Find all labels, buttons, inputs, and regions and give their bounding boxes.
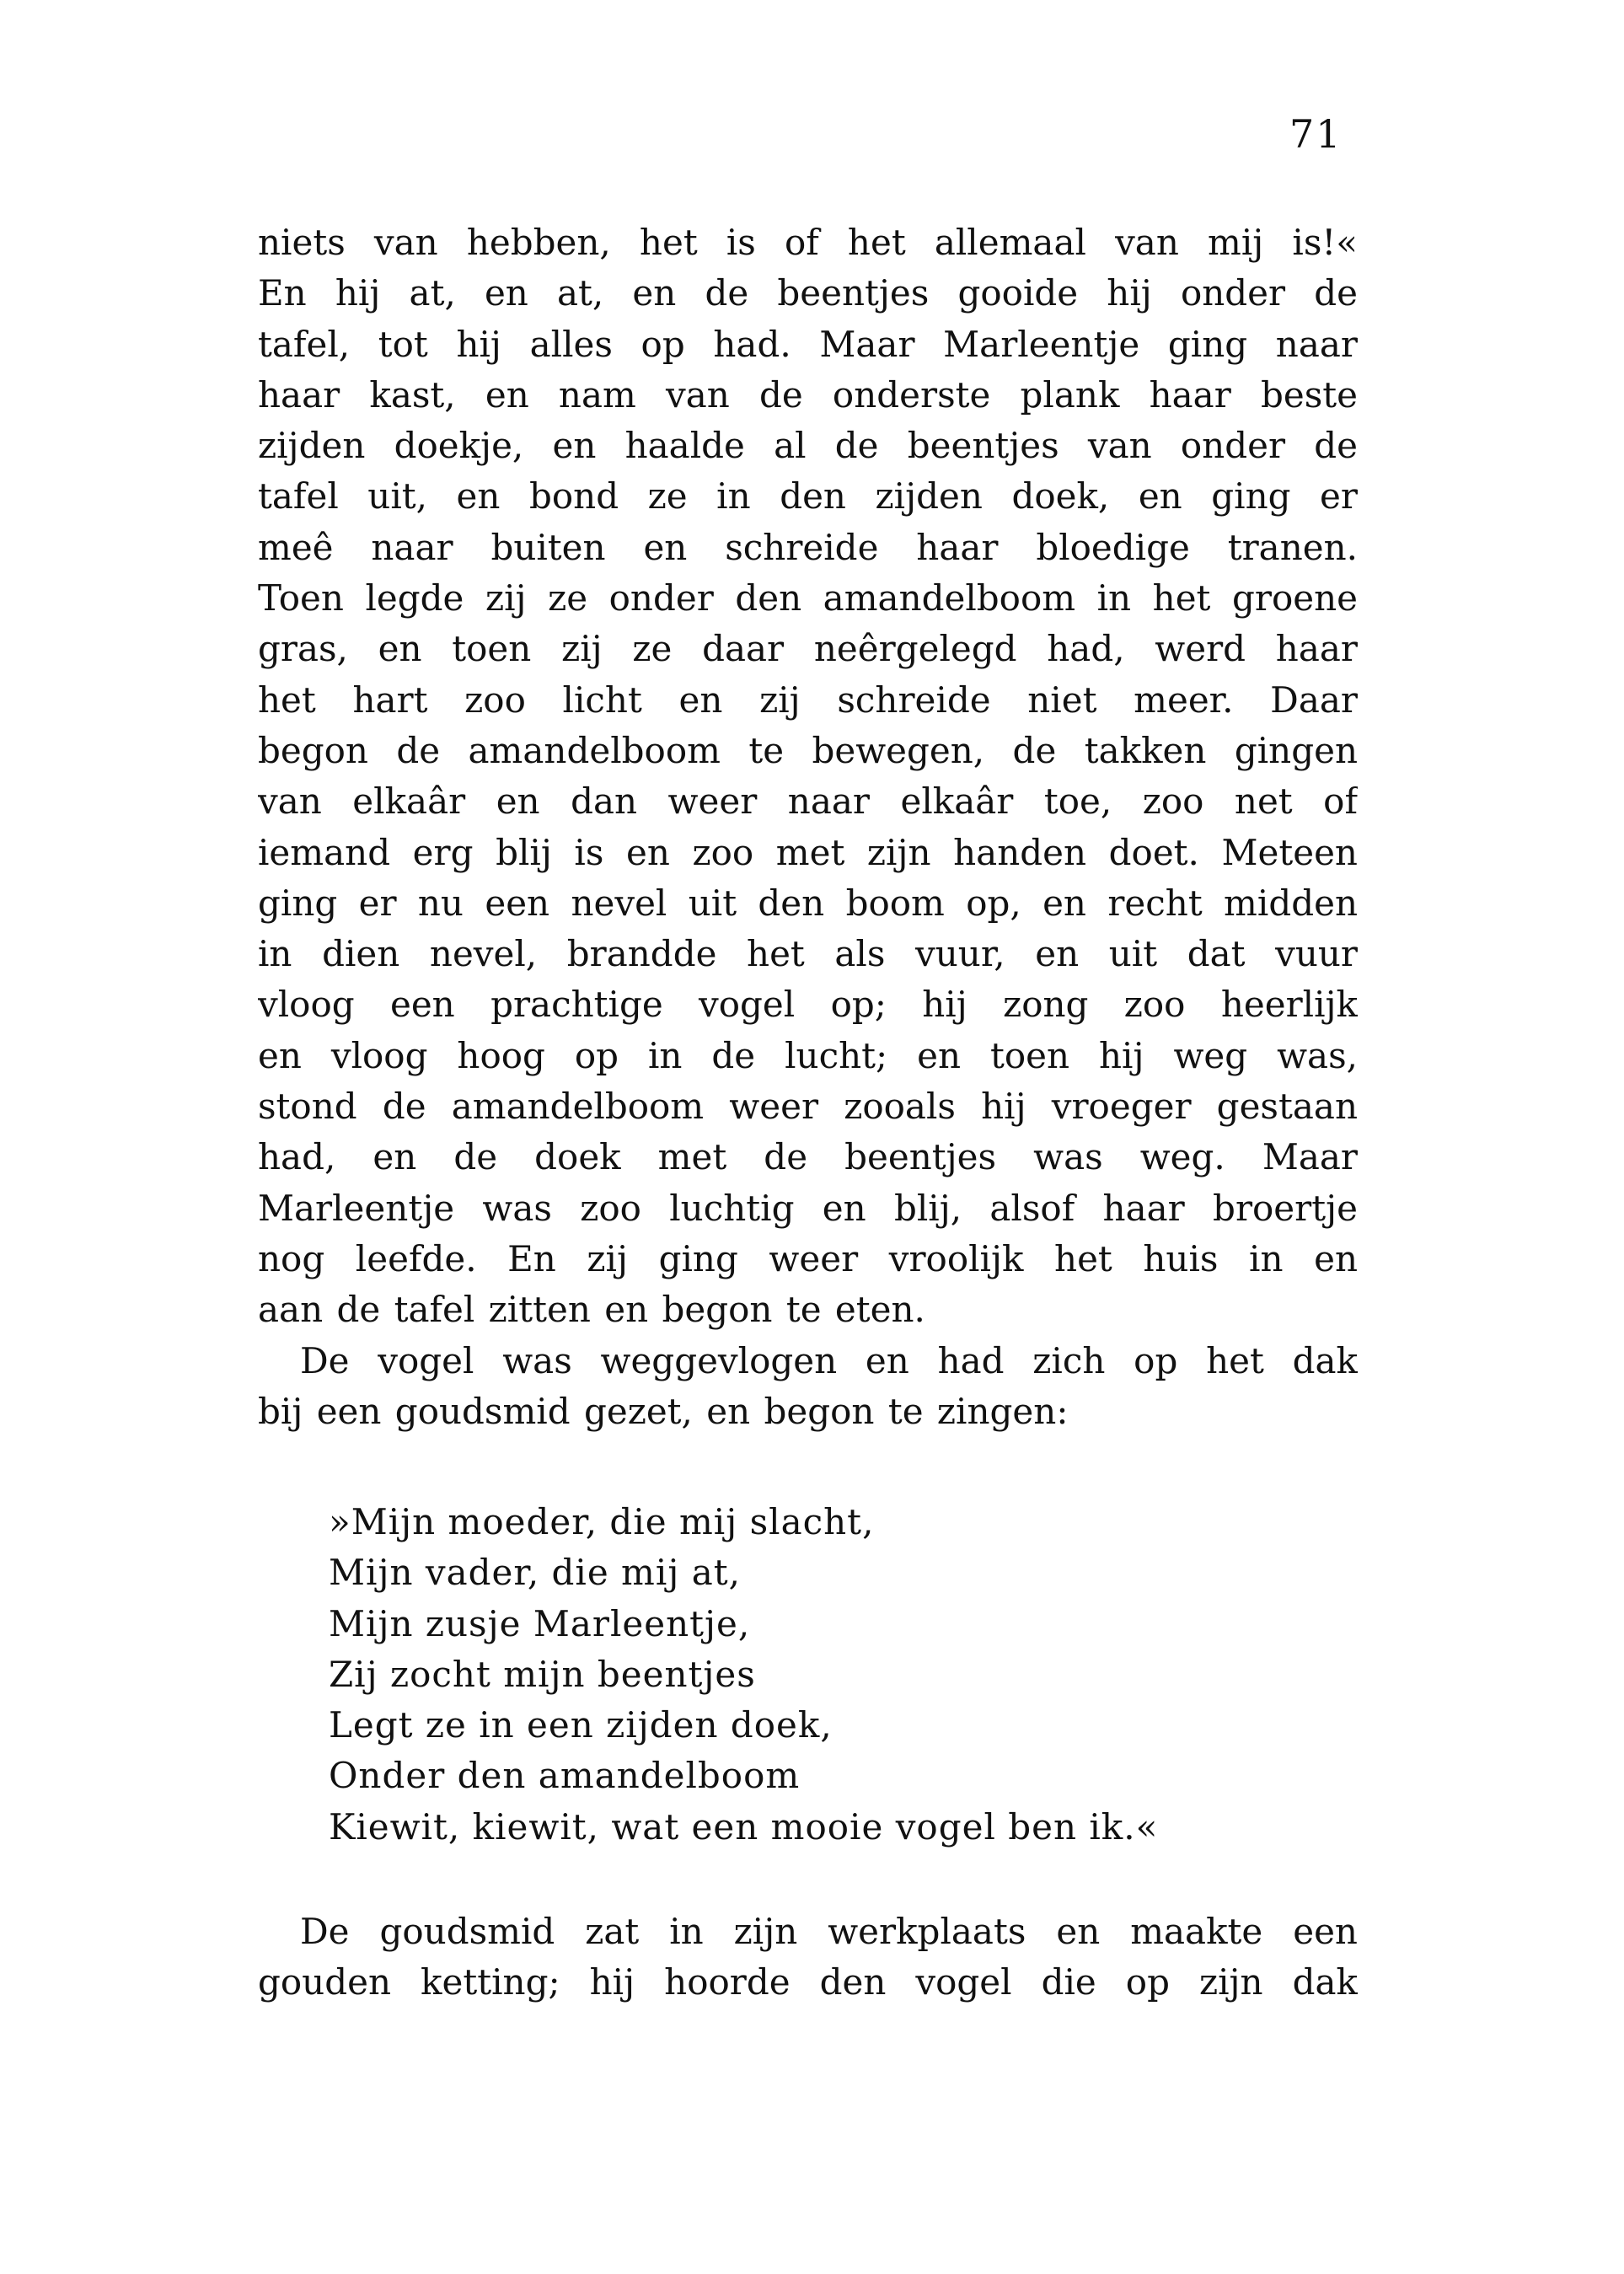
paragraph-2 xyxy=(258,1336,1358,1438)
text-line: in dien nevel, brandde het als vuur, en uit dat vuur xyxy=(258,933,1358,975)
text-line: ging er nu een nevel uit den boom op, en recht midden xyxy=(258,882,1358,924)
text-line: haar kast, en nam van de onderste plank haar beste xyxy=(258,373,1358,416)
text-line: nog leefde. En zij ging weer vroolijk het huis in en xyxy=(258,1237,1358,1279)
text-line: gouden ketting; hij hoorde den vogel die op zijn dak xyxy=(258,1961,1358,2003)
paragraph-1 xyxy=(258,217,1358,1336)
text-line: begon de amandelboom te bewegen, de takken gingen xyxy=(258,729,1358,771)
text-line: De goudsmid zat in zijn werkplaats en maakte een xyxy=(300,1911,1358,1952)
text-line: aan de tafel zitten en begon te eten. xyxy=(258,1289,925,1331)
page-number: 71 xyxy=(1289,111,1343,157)
text-line: stond de amandelboom weer zooals hij vroeger gestaan xyxy=(258,1086,1358,1128)
text-line: gras, en toen zij ze daar neêrgelegd had, werd haar xyxy=(258,628,1358,670)
text-line: De vogel was weggevlogen en had zich op het dak xyxy=(300,1340,1358,1381)
text-line: het hart zoo licht en zij schreide niet meer. Daar xyxy=(258,678,1358,721)
text-line: meê naar buiten en schreide haar bloedige tranen. xyxy=(258,526,1358,568)
paragraph-3 xyxy=(258,1907,1358,2009)
text-line: zijden doekje, en haalde al de beentjes van onder de xyxy=(258,425,1358,467)
text-line: Toen legde zij ze onder den amandelboom in het groene xyxy=(258,577,1358,619)
text-line: van elkaâr en dan weer naar elkaâr toe, zoo net of xyxy=(258,780,1358,823)
poem-line: Zij zocht mijn beentjes xyxy=(329,1653,756,1695)
text-line: tafel uit, en bond ze in den zijden doek, en ging er xyxy=(258,475,1358,518)
poem-line: Mijn zusje Marleentje, xyxy=(329,1602,751,1644)
text-line: vloog een prachtige vogel op; hij zong zoo heerlijk xyxy=(258,984,1358,1026)
text-line: bij een goudsmid gezet, en begon te zingen: xyxy=(258,1391,1069,1433)
poem-line: »Mijn moeder, die mij slacht, xyxy=(329,1501,875,1542)
poem-line: Kiewit, kiewit, wat een mooie vogel ben ik.« xyxy=(329,1805,1159,1848)
text-line: iemand erg blij is en zoo met zijn handen doet. Meteen xyxy=(258,831,1358,873)
text-line: niets van hebben, het is of het allemaal van mij is!« xyxy=(258,222,1358,263)
poem-line: Legt ze in een zijden doek, xyxy=(329,1704,833,1746)
text-line: tafel, tot hij alles op had. Maar Marleentje ging naar xyxy=(258,323,1358,365)
text-line: en vloog hoog op in de lucht; en toen hij weg was, xyxy=(258,1034,1358,1076)
poem-line: Onder den amandelboom xyxy=(329,1755,801,1797)
poem-line: Mijn vader, die mij at, xyxy=(329,1552,741,1594)
poem-verse xyxy=(329,1497,1158,1853)
text-line: Marleentje was zoo luchtig en blij, alsof haar broertje xyxy=(258,1187,1358,1229)
text-line: En hij at, en at, en de beentjes gooide hij onder de xyxy=(258,272,1358,314)
text-line: had, en de doek met de beentjes was weg. Maar xyxy=(258,1136,1358,1178)
